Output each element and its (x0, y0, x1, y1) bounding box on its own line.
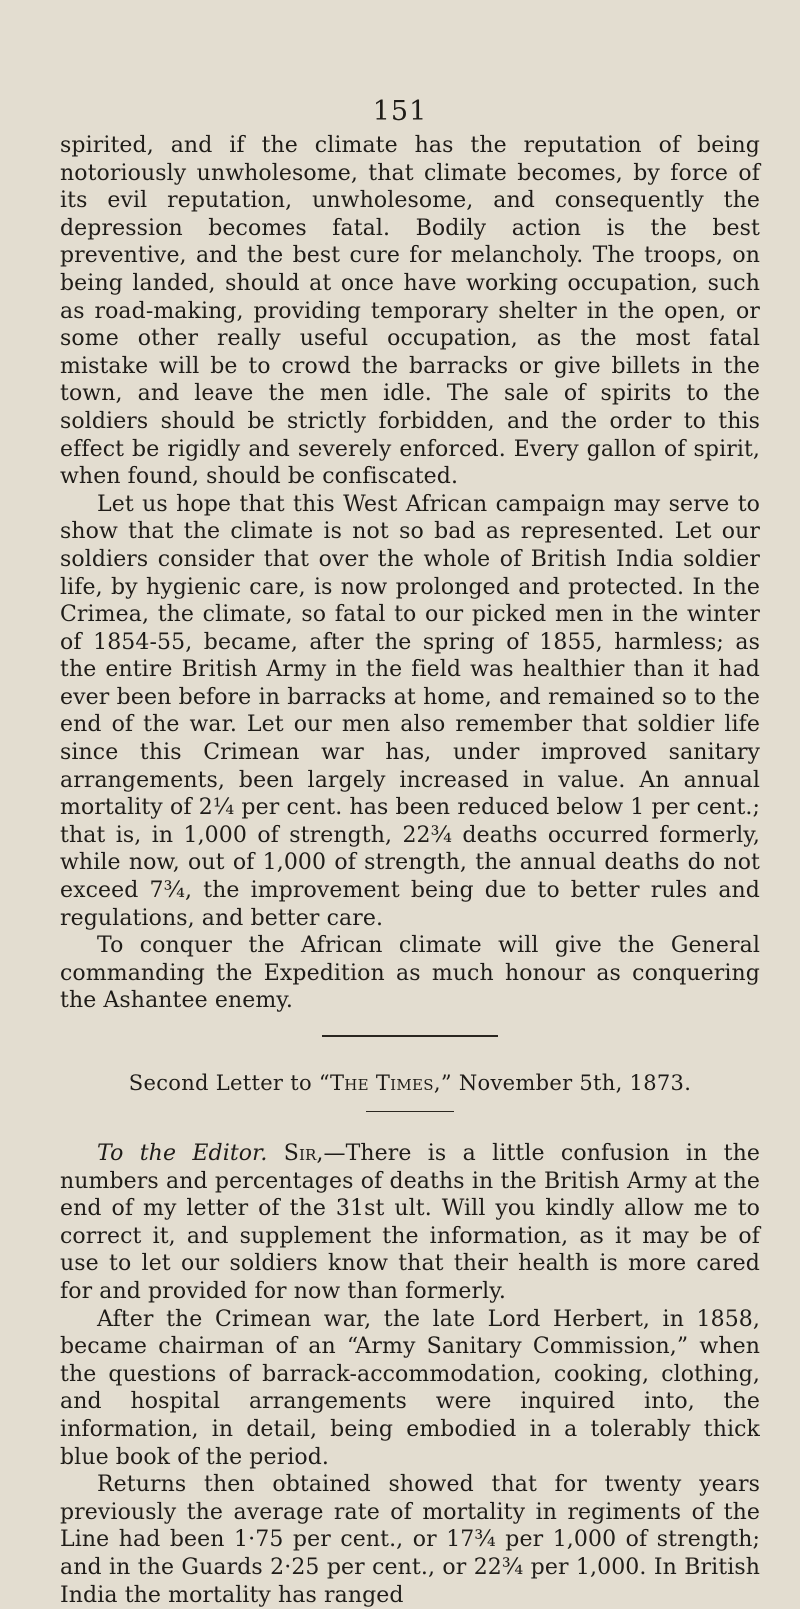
first-letter-text (60, 132, 760, 1015)
newspaper-name: The Times (329, 1071, 434, 1095)
paragraph-3: To conquer the African climate will give the General commanding the Expedition as much honour as conquering the Ashantee enemy. (60, 933, 760, 1014)
salutation: Sir (283, 1141, 317, 1166)
page-number: 151 (372, 96, 428, 127)
section-divider (322, 1035, 498, 1037)
paragraph-6: Returns then obtained showed that for twenty years previously the average rate of mortality in regiments of the Line had been 1·75 per cent., or 17¾ per 1,000 of strength; and in the Guards 2·25 per cent., or 22¾ per 1,000. In British India the mortality has ranged (60, 1472, 760, 1608)
letter-heading (60, 1071, 760, 1095)
second-letter-text (60, 1140, 760, 1609)
paragraph-5: After the Crimean war, the late Lord Herbert, in 1858, became chairman of an “Army Sanitary Commission,” when the questions of barrack-accommodation, cooking, clothing, and hospital arrangements were inquired into, the information, in detail, being embodied in a tolerably thick blue book of the period. (60, 1306, 760, 1470)
second-letter-opening (60, 1140, 760, 1306)
heading-underline (366, 1111, 454, 1112)
paragraph-1: spirited, and if the climate has the reputation of being notoriously unwholesome, that climate becomes, by force of its evil reputation, unwholesome, and consequently the depression becomes fatal. Bodily action is the best preventive, and the best cure for melancholy. The troops, on being landed, should at once have working occupation, such as road-making, providing temporary shelter in the open, or some other really useful occupation, as the most fatal mistake will be to crowd the barracks or give billets in the town, and leave the men idle. The sale of spirits to the soldiers should be strictly forbidden, and the order to this effect be rigidly and severely enforced. Every gallon of spirit, when found, should be confiscated. (60, 133, 760, 490)
opening-text: ,—There is a little confusion in the numbers and percentages of deaths in the British Army at the end of my letter of the 31st ult. Will you kindly allow me to correct it, and supplement the information, as it may be of use to let our soldiers know that their health is more cared for and provided for now than formerly. (60, 1141, 760, 1304)
addressee: To the Editor. (97, 1141, 268, 1166)
letter-heading-suffix: ,” November 5th, 1873. (433, 1071, 692, 1095)
letter-heading-prefix: Second Letter to “ (128, 1071, 330, 1095)
paragraph-2: Let us hope that this West African campaign may serve to show that the climate is not so bad as represented. Let our soldiers consider that over the whole of British India soldier life, by hygienic care, is now prolonged and protected. In the Crimea, the climate, so fatal to our picked men in the winter of 1854-55, became, after the spring of 1855, harmless; as the entire British Army in the field was healthier than it had ever been before in barracks at home, and remained so to the end of the war. Let our men also remember that soldier life since this Crimean war has, under improved sanitary arrangements, been largely increased in value. An annual mortality of 2¼ per cent. has been reduced below 1 per cent.; that is, in 1,000 of strength, 22¾ deaths occurred formerly, while now, out of 1,000 of strength, the annual deaths do not exceed 7¾, the improvement being due to better rules and regulations, and better care. (60, 491, 760, 931)
